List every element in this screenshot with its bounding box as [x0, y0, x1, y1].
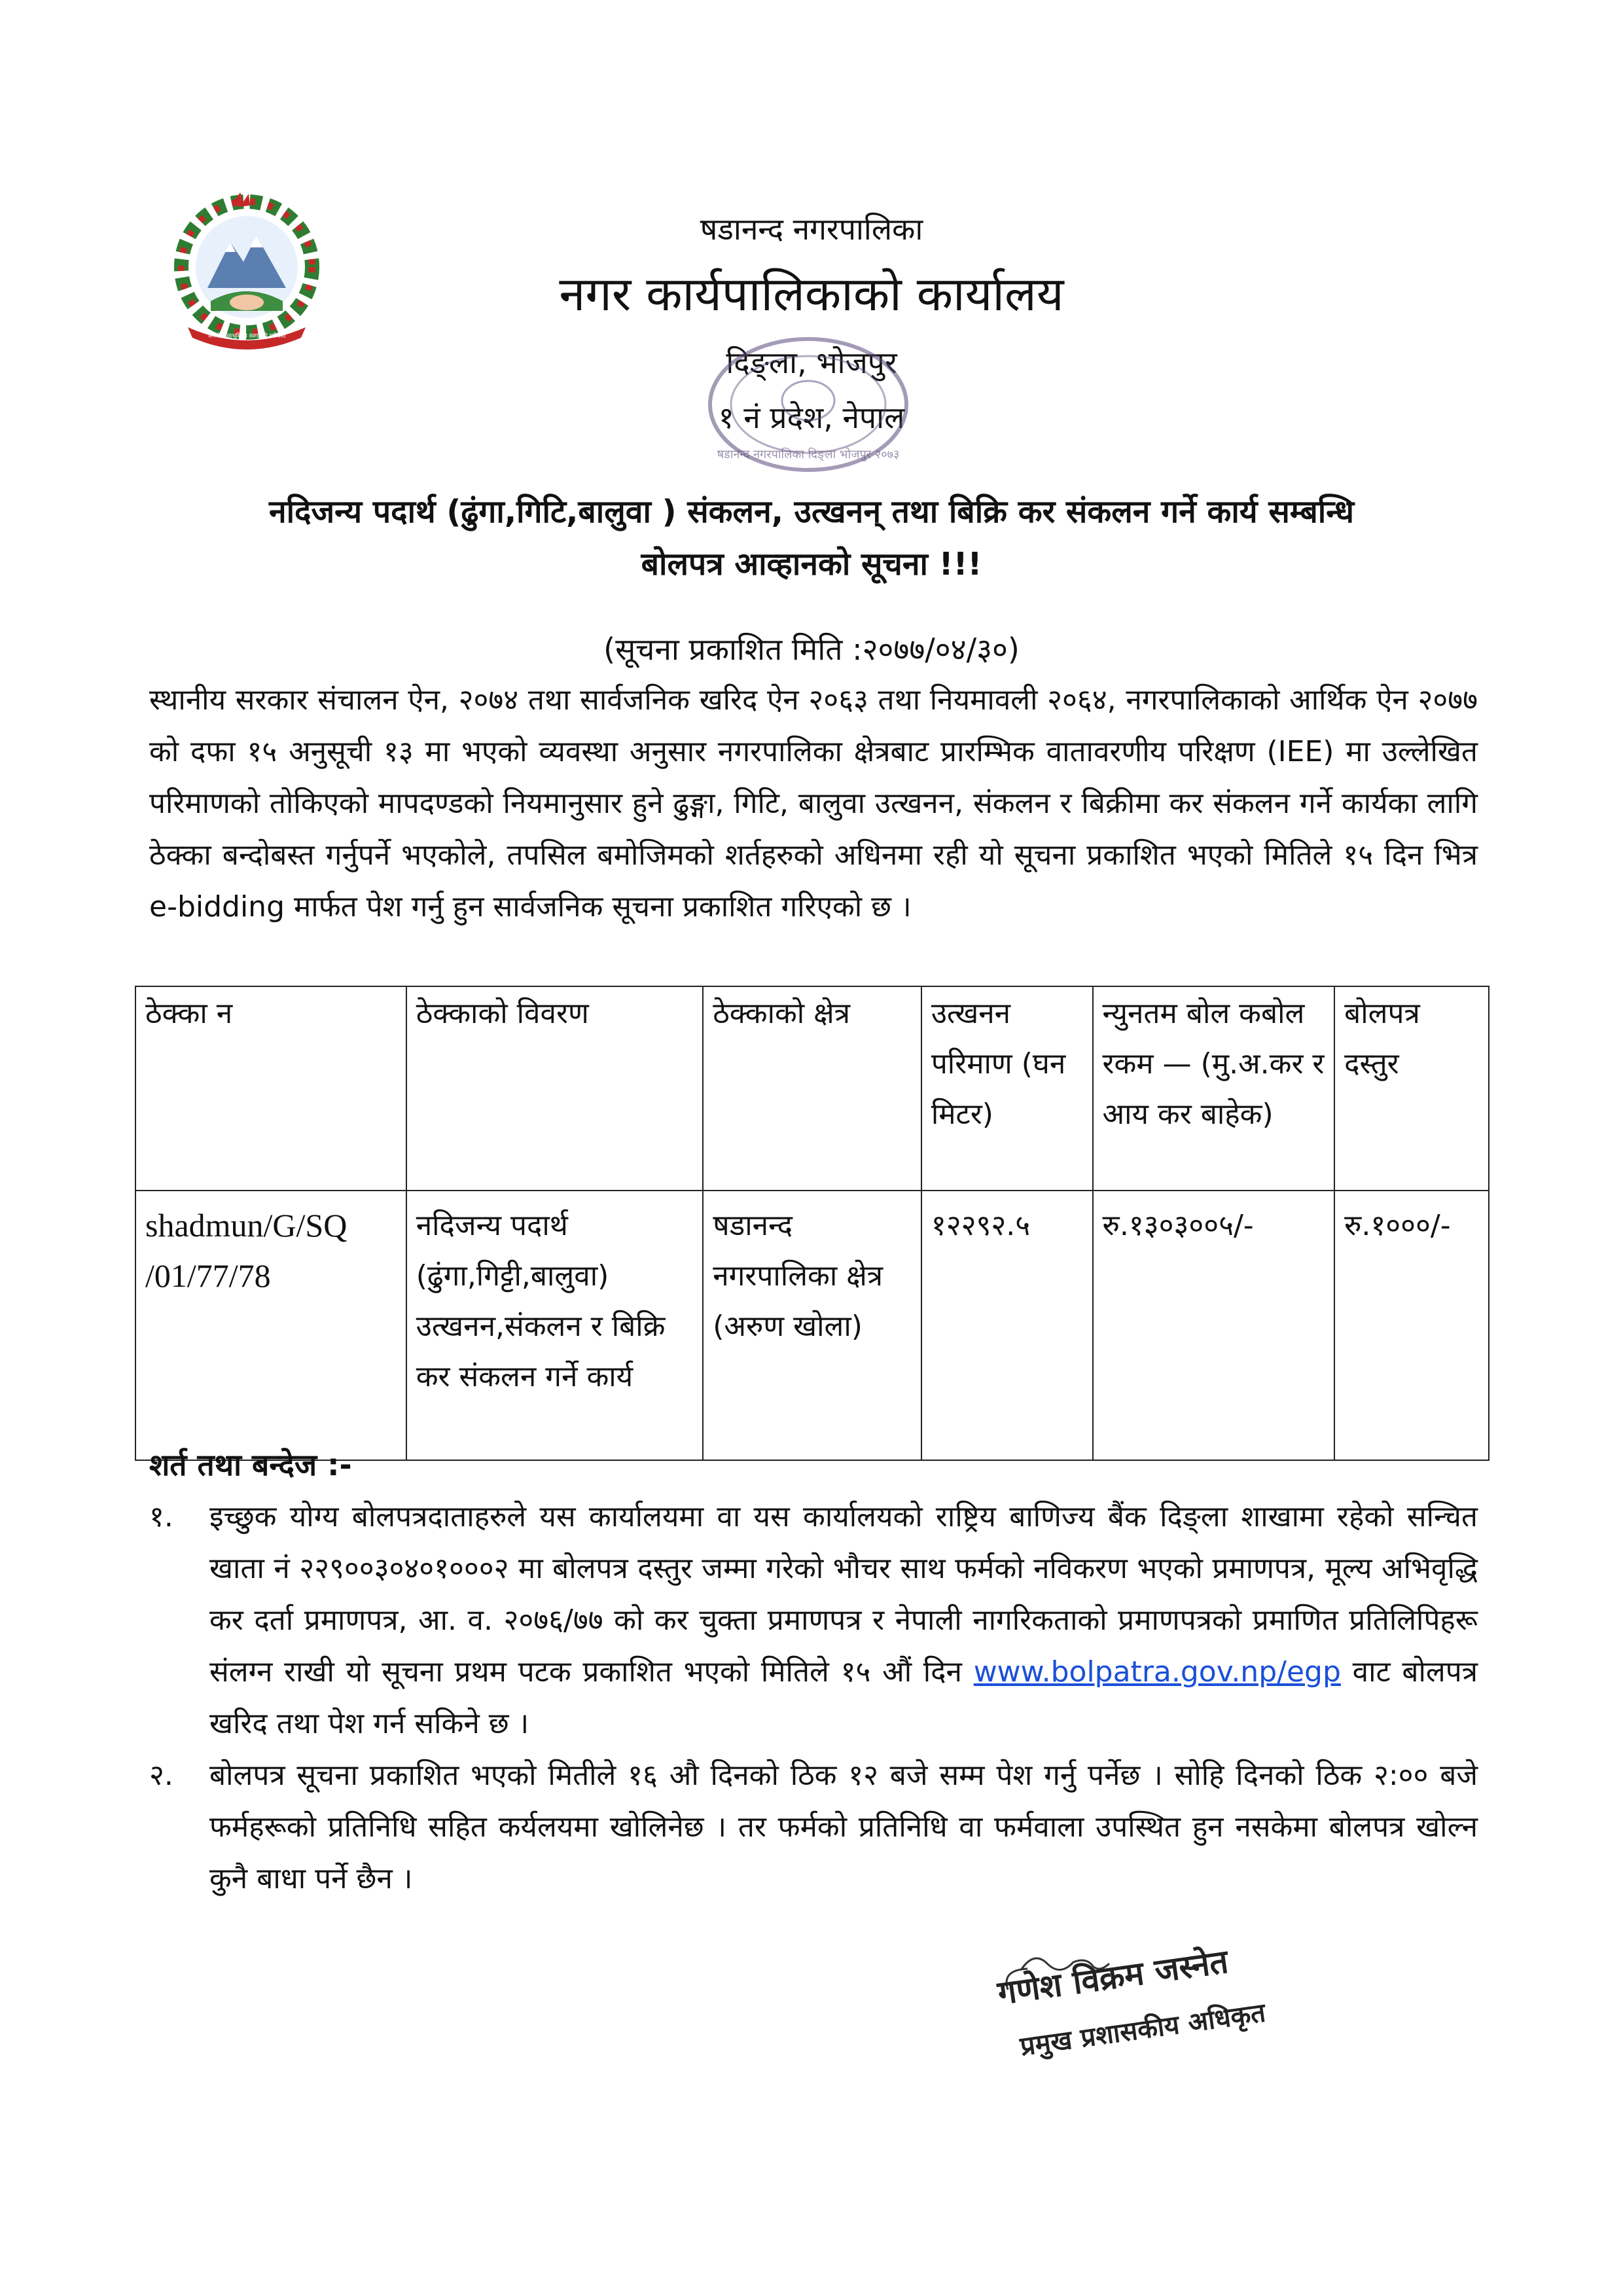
table-header-row	[135, 986, 1489, 1191]
signer-name: गणेश विक्रम जस्नेत	[995, 1942, 1231, 2013]
condition-item	[149, 1491, 1478, 1749]
stamp-text: षडानन्द नगरपालिका दिङ्ला भोजपुर २०७३	[717, 448, 900, 461]
signer-title: प्रमुख प्रशासकीय अधिकृत	[1018, 1998, 1268, 2062]
excavation-quantity-cell: १२२९२.५	[921, 1191, 1093, 1460]
office-title: नगर कार्यपालिकाको कार्यालय	[559, 266, 1064, 321]
office-seal-stamp-icon	[694, 327, 923, 484]
condition-text-after: वाट बोलपत्र खरिद तथा पेश गर्न सकिने छ ।	[209, 1655, 1478, 1740]
column-header: उत्खनन परिमाण (घन मिटर)	[921, 986, 1093, 1191]
column-header: ठेक्काको विवरण	[406, 986, 704, 1191]
tender-table	[135, 986, 1489, 1461]
bid-fee-cell: रु.१०००/-	[1334, 1191, 1489, 1460]
contract-description-cell: नदिजन्य पदार्थ (ढुंगा,गिट्टी,बालुवा) उत्खनन,संकलन र बिक्रि कर संकलन गर्ने कार्य	[406, 1191, 704, 1460]
intro-paragraph: स्थानीय सरकार संचालन ऐन, २०७४ तथा सार्वजनिक खरिद ऐन २०६३ तथा नियमावली २०६४, नगरपालिकाको आर्थिक ऐन २०७७ को दफा १५ अनुसूची १३ मा भएको व्यवस्था अनुसार नगरपालिका क्षेत्रबाट प्रारम्भिक वातावरणीय परिक्षण (IEE) मा उल्लेखित परिमाणको तोकिएको मापदण्डको नियमानुसार हुने ढुङ्गा, गिटि, बालुवा उत्खनन, संकलन र बिक्रीमा कर संकलन गर्ने कार्यका लागि ठेक्का बन्दोबस्त गर्नुपर्ने भएकोले, तपसिल बमोजिमको शर्तहरुको अधिनमा रही यो सूचना प्रकाशित भएको मितिले १५ दिन भित्र e-bidding मार्फत पेश गर्नु हुन सार्वजनिक सूचना प्रकाशित गरिएको छ ।	[149, 683, 1478, 924]
conditions-list	[149, 1491, 1478, 1905]
municipality-name: षडानन्द नगरपालिका	[700, 211, 923, 247]
conditions-title: शर्त तथा बन्देज :-	[149, 1447, 352, 1482]
condition-number: २.	[149, 1759, 173, 1792]
office-location: दिङ्ला, भोजपुर	[726, 345, 897, 380]
table-row	[135, 1191, 1489, 1460]
notice-title-line1: नदिजन्य पदार्थ (ढुंगा,गिटि,बालुवा ) संकलन, उत्खनन् तथा बिक्रि कर संकलन गर्ने कार्य सम्बन्धि	[268, 493, 1355, 530]
contract-number-cell: shadmun/G/SQ /01/77/78	[135, 1191, 406, 1460]
minimum-bid-amount-cell: रु.१३०३००५/-	[1093, 1191, 1335, 1460]
condition-item	[149, 1749, 1478, 1905]
condition-text: इच्छुक योग्य बोलपत्रदाताहरुले यस कार्यालयमा वा यस कार्यालयको राष्ट्रिय बाणिज्य बैंक दिङ्ला शाखामा रहेको सन्चित खाता नं २२९००३०४०१०००२ मा बोलपत्र दस्तुर जम्मा गरेको भौचर साथ फर्मको नविकरण भएको प्रमाणपत्र, मूल्य अभिवृद्धि कर दर्ता प्रमाणपत्र, आ. व. २०७६/७७ को कर चुक्ता प्रमाणपत्र र नेपाली नागरिकताको प्रमाणपत्रको प्रमाणित प्रतिलिपिहरू संलग्न राखी यो सूचना प्रथम पटक प्रकाशित भएको मितिले १५ औं दिन	[209, 1500, 1478, 1689]
condition-number: १.	[149, 1500, 173, 1534]
emblem-motto: जननी जन्मभूमिश्च स्वर्गादपि गरीयसी	[207, 333, 286, 340]
column-header: न्युनतम बोल कबोल रकम — (मु.अ.कर र आय कर बाहेक)	[1093, 986, 1335, 1191]
column-header: बोलपत्र दस्तुर	[1334, 986, 1489, 1191]
contract-area-cell: षडानन्द नगरपालिका क्षेत्र (अरुण खोला)	[703, 1191, 921, 1460]
notice-title-line2: बोलपत्र आव्हानको सूचना !!!	[641, 546, 982, 583]
publication-date: (सूचना प्रकाशित मिति :२०७७/०४/३०)	[603, 632, 1020, 667]
condition-text: बोलपत्र सूचना प्रकाशित भएको मितीले १६ औ दिनको ठिक १२ बजे सम्म पेश गर्नु पर्नेछ । सोहि दिनको ठिक २:०० बजे फर्महरूको प्रतिनिधि सहित कर्यलयमा खोलिनेछ । तर फर्मको प्रतिनिधि वा फर्मवाला उपस्थित हुन नसकेमा बोलपत्र खोल्न कुनै बाधा पर्ने छैन ।	[209, 1759, 1478, 1895]
column-header: ठेक्का न	[135, 986, 406, 1191]
column-header: ठेक्काको क्षेत्र	[703, 986, 921, 1191]
province-line: १ नं प्रदेश, नेपाल	[718, 400, 905, 435]
bolpatra-egp-link[interactable]: www.bolpatra.gov.np/egp	[973, 1655, 1341, 1689]
